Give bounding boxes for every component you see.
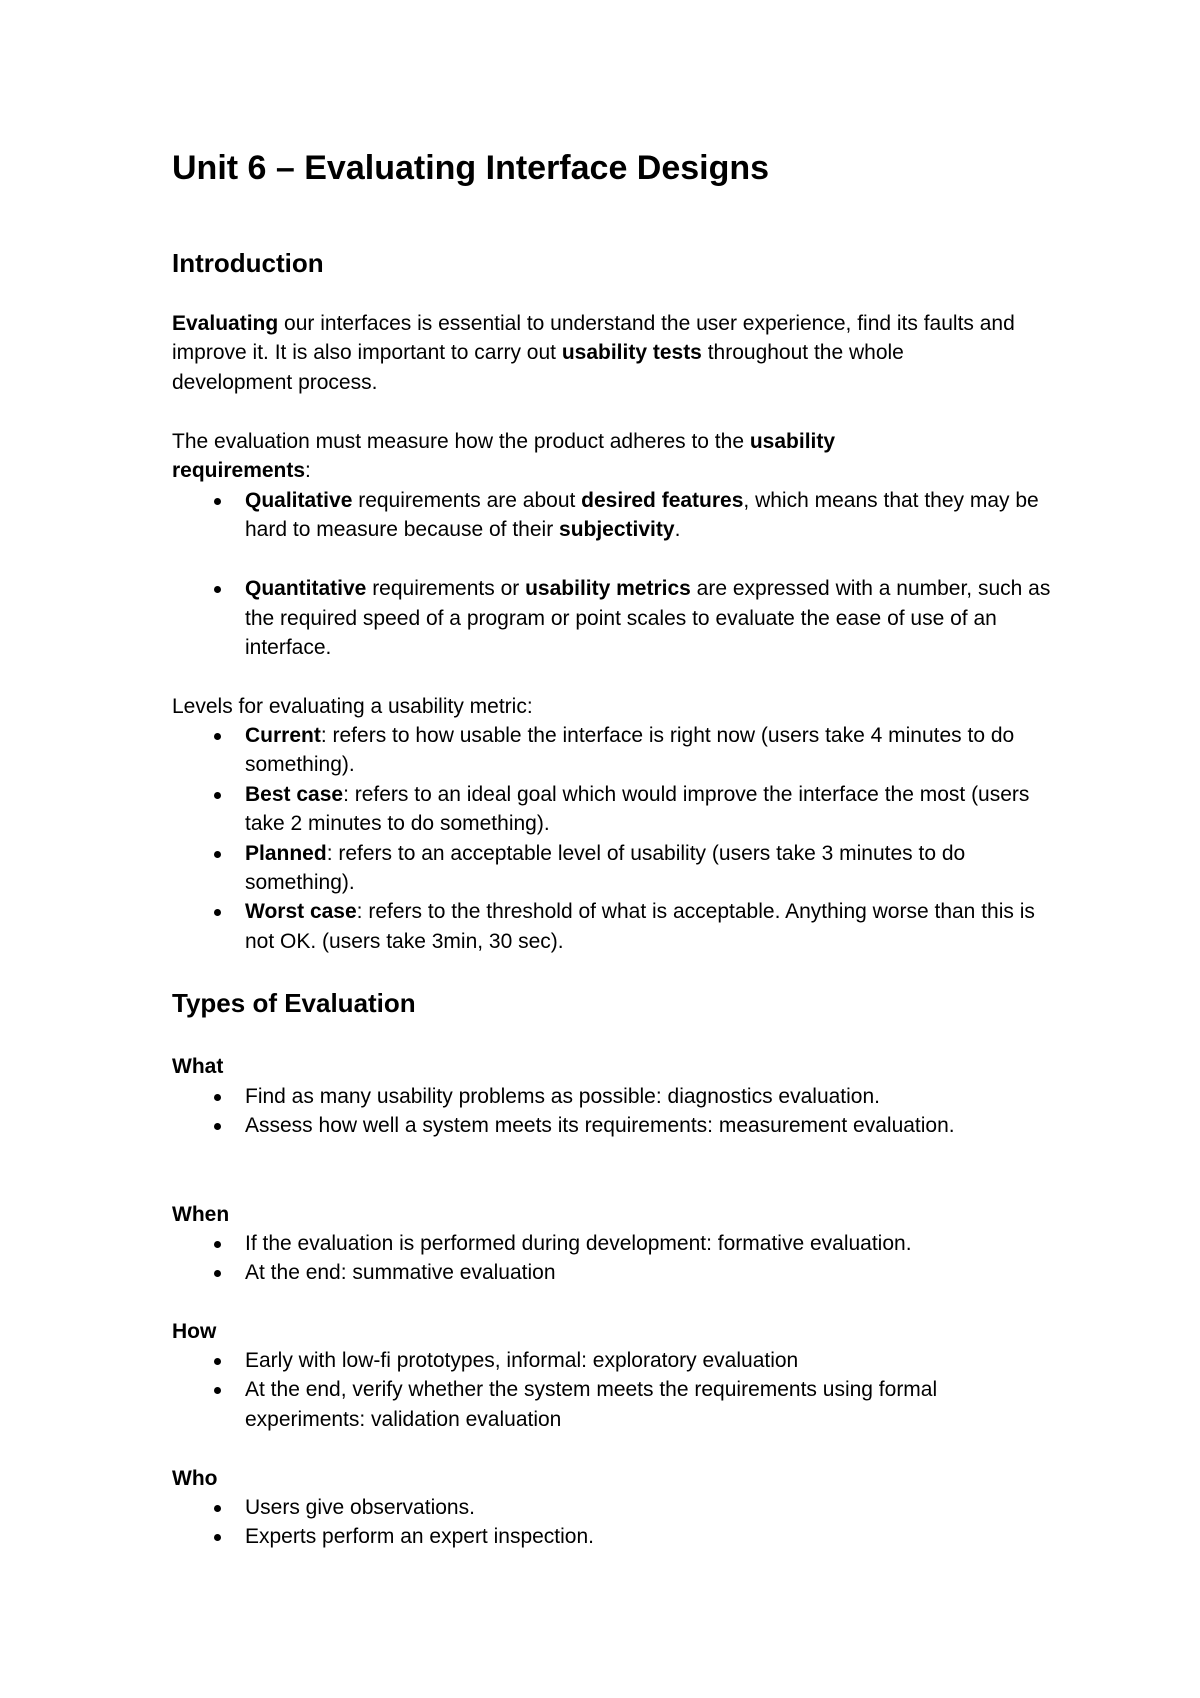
intro-paragraph-1 [172, 309, 1022, 397]
term-usability-requirements: usability requirements [172, 430, 836, 483]
heading-how: How [172, 1320, 217, 1343]
term-evaluating: Evaluating [172, 312, 279, 335]
term-usability-metrics: usability metrics [525, 577, 691, 601]
how-list [172, 1346, 1052, 1434]
bullet-icon [214, 1270, 221, 1277]
list-item-qualitative [172, 486, 1052, 545]
heading-who: Who [172, 1467, 218, 1490]
list-item-current [172, 721, 1052, 780]
text: requirements or [366, 577, 526, 601]
intro-text-2: throughout the whole development process. [172, 341, 904, 394]
text: requirements are about [352, 489, 582, 512]
text: : refers to the threshold of what is acceptable. Anything worse than this is not OK. (users take 3min, 30 sec). [245, 900, 1035, 953]
list-item [172, 1493, 1052, 1522]
heading-when: When [172, 1203, 230, 1226]
bullet-icon [214, 586, 221, 593]
text: , which means that they may be hard to measure because of their [245, 489, 1039, 542]
list-item [172, 1375, 1052, 1434]
intro-paragraph-2 [172, 427, 952, 486]
list-item-worst-case [172, 897, 1052, 956]
list-item [172, 1111, 1052, 1140]
term-planned: Planned [245, 841, 327, 865]
text: At the end, verify whether the system meets the requirements using formal experiments: validation evaluation [245, 1378, 938, 1431]
what-list [172, 1082, 1052, 1141]
levels-list [172, 721, 1052, 956]
page-title: Unit 6 – Evaluating Interface Designs [172, 149, 770, 187]
list-item-best-case [172, 780, 1052, 839]
term-qualitative: Qualitative [245, 489, 353, 512]
bullet-icon [214, 1123, 221, 1130]
text: : refers to how usable the interface is right now (users take 4 minutes to do something). [245, 724, 1015, 777]
bullet-icon [214, 909, 221, 916]
text: are expressed with a number, such as the required speed of a program or point scales to evaluate the ease of use of an interface. [245, 577, 1051, 660]
requirements-list [172, 486, 1052, 662]
term-usability-tests: usability tests [561, 341, 702, 365]
intro-p2-text-2: : [305, 459, 311, 483]
list-item [172, 1522, 1052, 1551]
who-list [172, 1493, 1052, 1552]
term-quantitative: Quantitative [245, 577, 367, 601]
heading-types-of-evaluation: Types of Evaluation [172, 988, 416, 1018]
term-desired-features: desired features [581, 489, 744, 512]
text: : refers to an acceptable level of usability (users take 3 minutes to do something). [245, 841, 966, 895]
bullet-icon [214, 792, 221, 799]
bullet-icon [214, 1534, 221, 1541]
levels-intro: Levels for evaluating a usability metric: [172, 695, 533, 718]
text: Find as many usability problems as possible: diagnostics evaluation. [245, 1085, 880, 1108]
heading-introduction: Introduction [172, 248, 324, 278]
heading-what: What [172, 1055, 224, 1078]
bullet-icon [214, 851, 221, 858]
bullet-icon [214, 1094, 221, 1101]
term-worst-case: Worst case [245, 900, 357, 924]
text: At the end: summative evaluation [245, 1261, 556, 1285]
text: . [674, 518, 681, 542]
term-subjectivity: subjectivity [559, 518, 675, 542]
list-item-planned [172, 839, 1052, 898]
bullet-icon [214, 1505, 221, 1512]
list-item [172, 1258, 1052, 1287]
list-item [172, 1082, 1052, 1111]
text: : refers to an ideal goal which would improve the interface the most (users take 2 minutes to do something). [245, 782, 1030, 836]
term-current: Current [245, 724, 321, 747]
text: Experts perform an expert inspection. [245, 1525, 595, 1549]
text: If the evaluation is performed during development: formative evaluation. [245, 1232, 912, 1255]
when-list [172, 1229, 1052, 1288]
bullet-icon [214, 498, 221, 505]
bullet-icon [214, 1358, 221, 1365]
text: Users give observations. [245, 1496, 475, 1519]
list-item [172, 1346, 1052, 1375]
text: Early with low-fi prototypes, informal: exploratory evaluation [245, 1349, 799, 1372]
bullet-icon [214, 733, 221, 740]
list-item [172, 1229, 1052, 1258]
list-item-quantitative [172, 574, 1052, 662]
intro-p2-text-1: The evaluation must measure how the product adheres to the [172, 430, 750, 453]
term-best-case: Best case [245, 782, 344, 806]
bullet-icon [214, 1241, 221, 1248]
text: Assess how well a system meets its requirements: measurement evaluation. [245, 1114, 955, 1138]
bullet-icon [214, 1387, 221, 1394]
intro-text-1: our interfaces is essential to understand the user experience, find its faults and improve it. It is also important to carry out [172, 312, 1015, 365]
